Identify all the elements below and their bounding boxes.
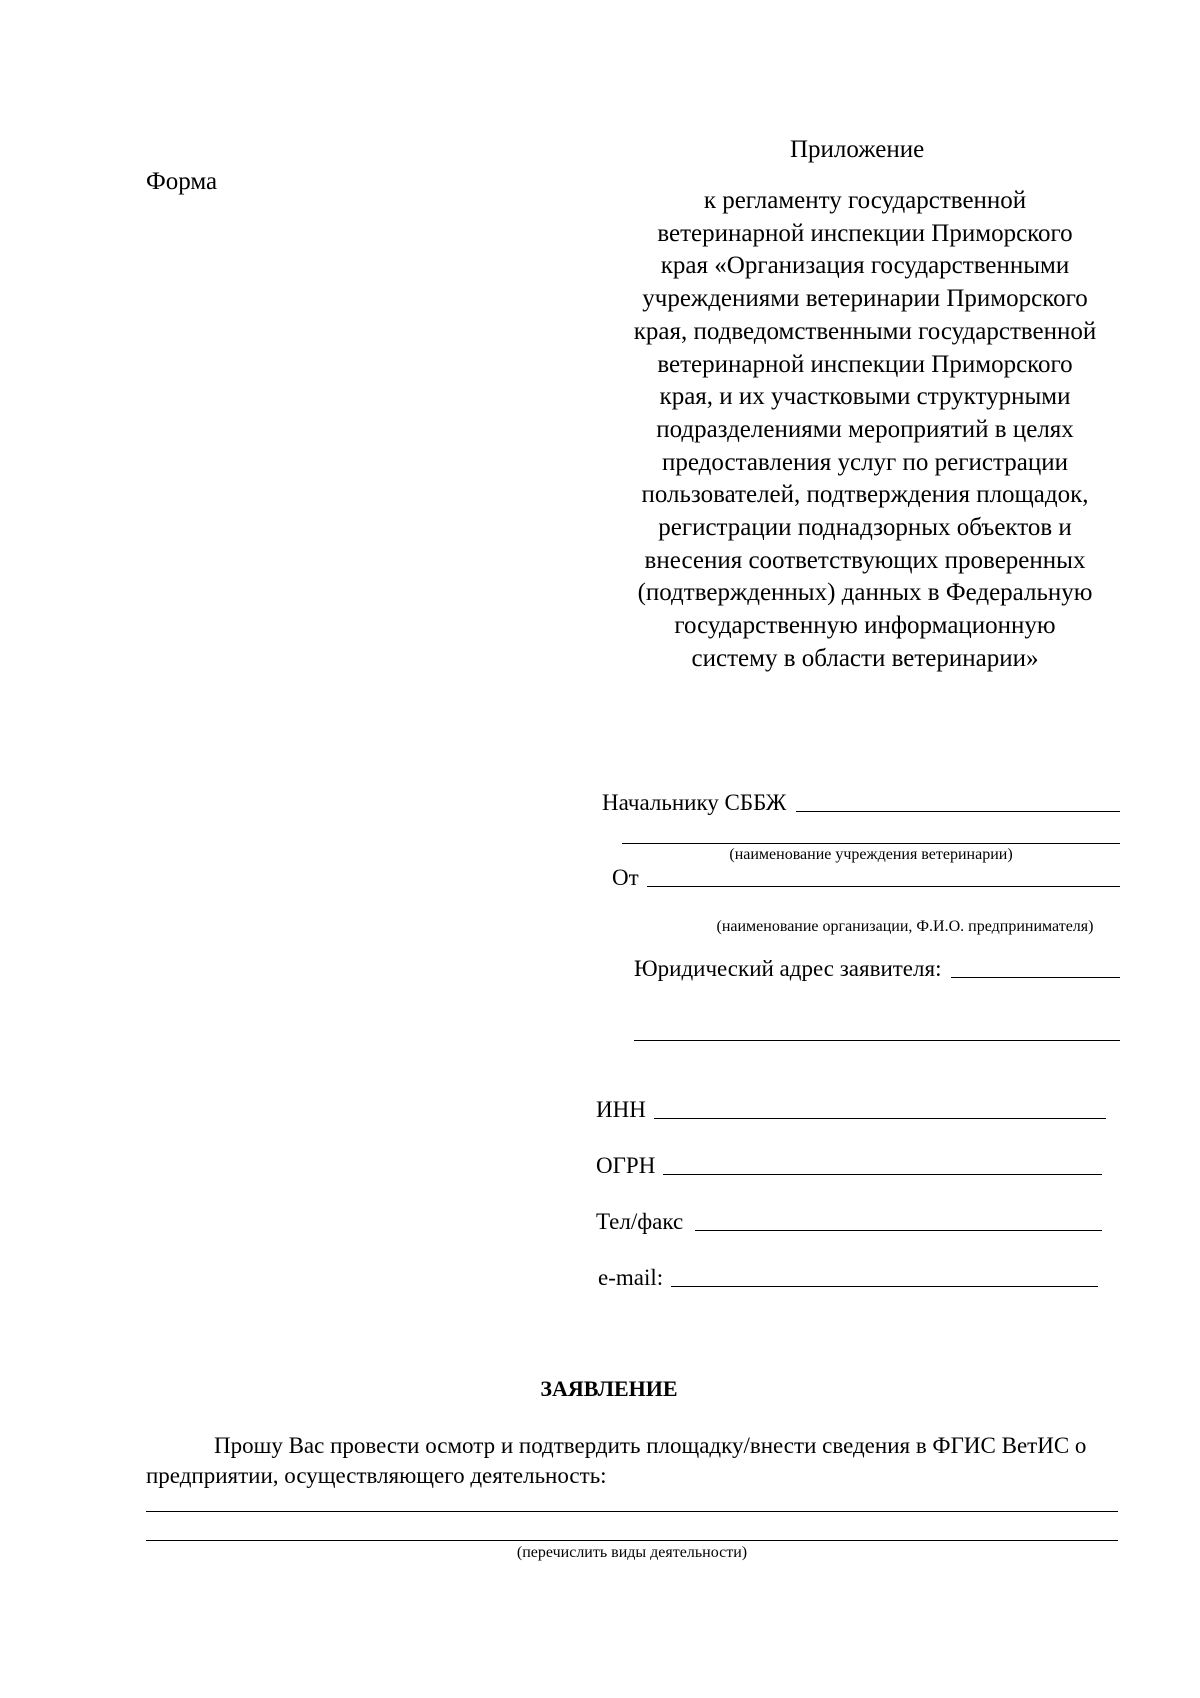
appendix-line: систему в области ветеринарии» [691, 644, 1039, 672]
ogrn-field-row [596, 1153, 1102, 1179]
inn-input-line[interactable] [654, 1118, 1106, 1119]
form-label: Форма [146, 168, 218, 195]
activities-input-line-2[interactable] [146, 1540, 1118, 1541]
legal-address-label: Юридический адрес заявителя: [634, 956, 942, 981]
appendix-line: подразделениями мероприятий в целях [656, 415, 1074, 443]
to-input-line[interactable] [796, 811, 1120, 812]
appendix-title: Приложение [790, 136, 925, 163]
ogrn-label: ОГРН [596, 1153, 656, 1178]
phone-label: Тел/факс [596, 1209, 684, 1234]
appendix-line: края, и их участковыми структурными [659, 383, 1071, 411]
appendix-line: предоставления услуг по регистрации [662, 448, 1068, 476]
ogrn-input-line[interactable] [663, 1174, 1102, 1175]
inn-field-row [596, 1097, 1106, 1123]
appendix-line: государственную информационную [674, 612, 1056, 640]
appendix-line: (подтвержденных) данных в Федеральную [637, 579, 1093, 607]
appendix-line: края, подведомственными государственной [633, 317, 1097, 345]
appendix-line: учреждениями ветеринарии Приморского [642, 285, 1088, 313]
appendix-line: края «Организация государственными [660, 252, 1070, 280]
from-field-row [612, 865, 1120, 891]
appendix-line: ветеринарной инспекции Приморского [657, 350, 1073, 378]
legal-address-input-line[interactable] [951, 977, 1120, 978]
activities-hint: (перечислить виды деятельности) [516, 1544, 748, 1561]
phone-field-row [596, 1209, 1102, 1235]
email-label: e-mail: [598, 1265, 664, 1290]
activities-input-line-1[interactable] [146, 1511, 1118, 1512]
phone-input-line[interactable] [695, 1230, 1102, 1231]
to-input-line-2[interactable] [622, 843, 1120, 844]
statement-heading: ЗАЯВЛЕНИЕ [540, 1376, 678, 1401]
appendix-line: пользователей, подтверждения площадок, [641, 481, 1089, 509]
to-field-row [602, 790, 1120, 816]
to-label: Начальнику СББЖ [602, 790, 787, 815]
inn-label: ИНН [596, 1097, 646, 1122]
to-hint: (наименование учреждения ветеринарии) [729, 846, 1013, 863]
from-label: От [612, 865, 639, 890]
from-hint: (наименование организации, Ф.И.О. предпринимателя) [716, 918, 1094, 935]
email-input-line[interactable] [671, 1286, 1098, 1287]
legal-address-input-line-2[interactable] [634, 1040, 1120, 1041]
appendix-line: внесения соответствующих проверенных [644, 546, 1086, 574]
email-field-row [598, 1265, 1098, 1291]
legal-address-field-row [634, 956, 1120, 982]
appendix-line: к регламенту государственной [703, 187, 1027, 214]
from-input-line[interactable] [647, 886, 1120, 887]
appendix-text [590, 185, 1140, 676]
statement-body: Прошу Вас провести осмотр и подтвердить площадку/внести сведения в ФГИС ВетИС о предприятии, осуществляющего деятельность: [146, 1433, 1087, 1488]
appendix-line: ветеринарной инспекции Приморского [657, 219, 1073, 247]
appendix-line: регистрации поднадзорных объектов и [658, 514, 1072, 542]
